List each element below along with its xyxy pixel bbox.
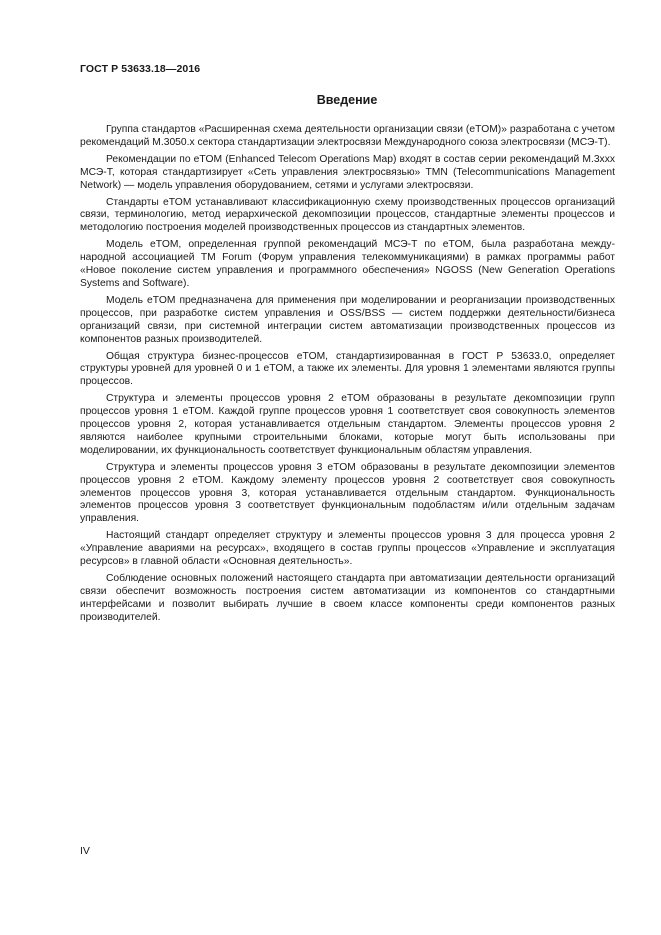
paragraph: Соблюдение основных положений настоящего стандарта при автоматизации деятельности организаций связи обеспечит возможность построения систем автоматизации из компонентов со стандартными интерфейсами и позволит выбирать лучшие в своем классе компоненты среди компонентов разных производителей. (80, 573, 615, 623)
document-code: ГОСТ Р 53633.18—2016 (80, 63, 201, 75)
paragraph: Структура и элементы процессов уровня 2 eTOM образованы в результате декомпозиции групп процессов уровня 1 eTOM. Каждой группе процессов уровня 1 соответствует своя совокупность элементов процессов уровня 2, которая устанавливается отдельным стандартом. Элементы процессов уровня 2 являются наиболее крупными строительными блоками, которые могут быть использованы при моделировании, их функциональность соответствует функциональным областям управления. (80, 393, 615, 456)
paragraph: Модель eTOM, определенная группой рекомендаций МСЭ-Т по eTOM, была разработана международной ассоциацией TM Forum (Форум управления телекоммуникациями) в рамках программы работ «Новое поколение систем управления и программного обеспечения» NGOSS (New Generation Operations Systems and Software). (80, 239, 615, 289)
paragraph: Рекомендации по eTOM (Enhanced Telecom Operations Map) входят в состав серии рекомендаций М.3ххх МСЭ-Т, которая стандартизирует «Сеть управления электросвязью» TMN (Telecommunications Management Network) — модель управления оборудованием, сетями и услугами электросвязи. (80, 153, 615, 191)
section-title: Введение (316, 93, 378, 107)
paragraph: Модель eTOM предназначена для применения при моделировании и реорганизации производственных процессов, при разработке систем управления и OSS/BSS — систем поддержки деятельности/бизнеса организаций связи, при системной интеграции систем автоматизации производственных процессов из компонентов разных производителей. (80, 294, 615, 345)
paragraph: Настоящий стандарт определяет структуру и элементы процессов уровня 3 для процесса уровня 2 «Управление авариями на ресурсах», входящего в состав группы процессов «Управление и эксплуатация ресурсов» в главной области «Основная деятельность». (80, 530, 615, 568)
paragraph: Группа стандартов «Расширенная схема деятельности организации связи (eTOM)» разработана с учетом рекомендаций М.3050.х сектора стандартизации электросвязи Международного союза электросвязи (МСЭ-Т). (80, 124, 615, 148)
page-number: IV (80, 845, 90, 857)
document-body (80, 124, 615, 629)
paragraph: Структура и элементы процессов уровня 3 eTOM образованы в результате декомпозиции элементов процессов уровня 2 eTOM. Каждому элементу процессов уровня 2 соответствует своя совокупность элементов процессов уровня 3, которая устанавливается отдельным стандартом. Функциональность элементов процессов уровня 3 соответствует функциональным подобластям и/или отдельным задачам управления. (80, 461, 615, 525)
paragraph: Стандарты eTOM устанавливают классификационную схему производственных процессов организаций связи, терминологию, метод иерархической декомпозиции процессов, стандартные элементы процессов и методологию построения моделей производственных процессов из стандартных элементов. (80, 196, 615, 234)
paragraph: Общая структура бизнес-процессов eTOM, стандартизированная в ГОСТ Р 53633.0, определяет структуры уровней для уровней 0 и 1 eTOM, а также их элементы. Для уровня 1 элементами являются группы процессов. (80, 350, 615, 388)
